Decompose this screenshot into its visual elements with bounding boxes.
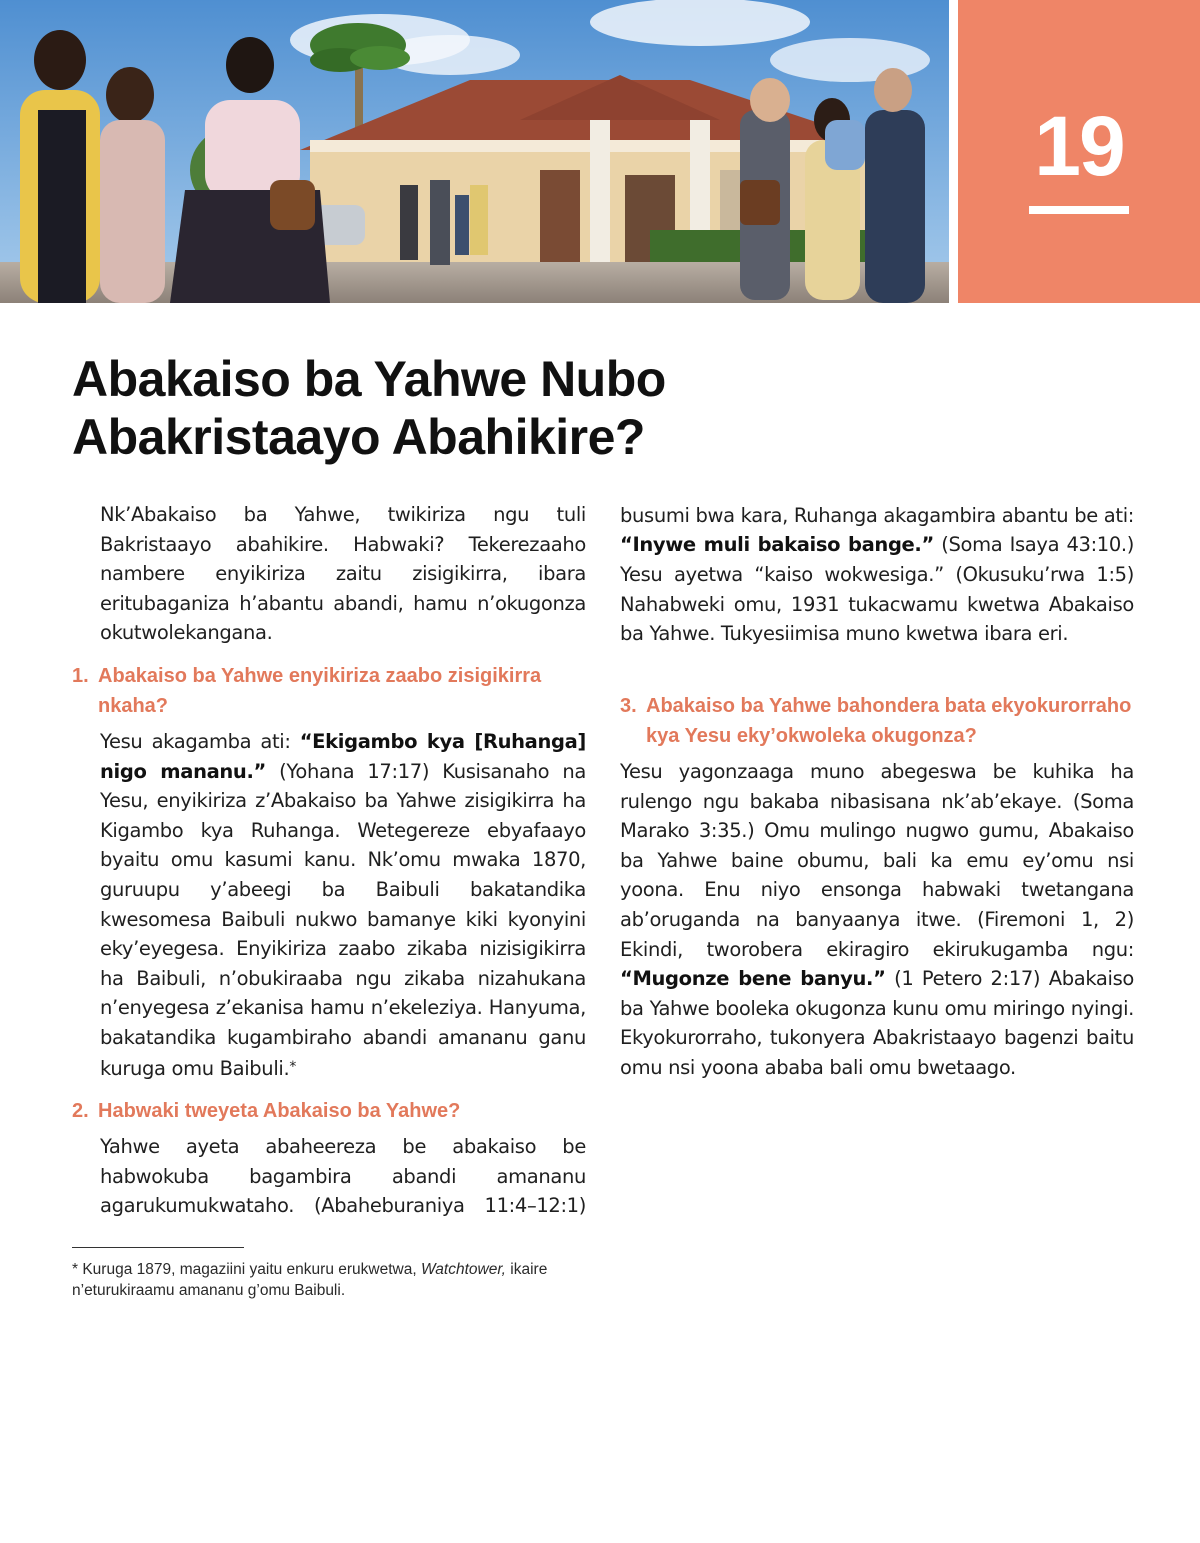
footnote-italic: Watchtower, [420,1261,506,1278]
question-2-text: Habwaki tweyeta Abakaiso ba Yahwe? [98,1100,461,1123]
answer-2-continued [620,500,1134,678]
answer-1-post: (Yohana 17:17) Kusisanaho na Yesu, enyikiriza z’Abakaiso ba Yahwe zisigikirra ha Kigambo kya Ruhanga. Wetegereze ebyafaayo byaitu omu kasumi kanu. Nk’omu mwaka 1870, guruupu y’abeegi ba Baibuli bakatandika kwesomesa Baibuli nukwo bamanye kiki kyonyini eky’eyegesa. Enyikiriza zaabo zikaba nizisigikirra ha Baibuli, n’obukiraaba ngu zikaba nizahukana n’enyegesa z’ekanisa hamu n’ekeleziya. Hanyuma, bakatandika kugambiraho abandi amananu ganu kuruga omu Baibuli. [100,759,586,1080]
intro-paragraph: Nk’Abakaiso ba Yahwe, twikiriza ngu tuli Bakristaayo abahikire. Habwaki? Tekerezaaho nambere enyikiriza zaitu zisigikirra, ibara eritubaganiza h’abantu abandi, hamu n’okugonza okutwolekangana. [100,503,586,645]
footnote-post: ikaire n’eturukiraamu amananu g’omu Baibuli. [72,1261,548,1299]
answer-3-quote: “Mugonze bene banyu.” [620,967,886,991]
answer-2-part-2 [620,500,1134,649]
page-title [72,350,872,466]
footnote-pre: * Kuruga 1879, magaziini yaitu enkuru erukwetwa, [72,1261,421,1278]
title-line-2: Abakristaayo Abahikire? [72,409,645,465]
footnote-marker[interactable]: * [289,1058,296,1075]
title-line-1: Abakaiso ba Yahwe Nubo [72,351,666,407]
left-column [72,500,586,1220]
answer-2-part-1 [72,1132,586,1220]
answer-3 [620,757,1134,1083]
question-2-number: 2. [72,1100,89,1123]
kingdom-hall-scene [0,0,949,303]
answer-3-post: (1 Petero 2:17) Abakaiso ba Yahwe booleka okugonza kunu omu miringo nyingi. Ekyokurorraho, tukonyera Abakristaayo bagenzi baitu omu nsi yoona ababa bali omu bwetaago. [620,967,1134,1079]
answer-2-pre-continued: busumi bwa kara, Ruhanga akagambira abantu be ati: [620,503,1134,527]
answer-1-quote: “Ekigambo kya [Ruhanga] nigo mananu.” [100,729,586,783]
answer-2-pre: Yahwe ayeta abaheereza be abakaiso be habwokuba bagambira abandi amananu agarukumukwataho. (Abaheburaniya 11:4–12:1) [100,1135,586,1218]
question-3-text: Abakaiso ba Yahwe bahondera bata ekyokurorraho kya Yesu eky’okwoleka okugonza? [646,695,1132,747]
answer-2-post: (Soma Isaya 43:10.) Yesu ayetwa “kaiso wokwesiga.” (Okusuku’rwa 1:5) Nahabweki omu, 1931 tukacwamu kwetwa Abakaiso ba Yahwe. Tukyesiimisa muno kwetwa ibara eri. [620,533,1134,646]
question-1-number: 1. [72,664,89,687]
question-3-number: 3. [620,695,637,717]
answer-3-pre: Yesu yagonzaaga muno abegeswa be kuhika ha rulengo ngu bakaba nibasisana nk’ab’ekaye. (Soma Marako 3:35.) Omu mulingo nugwo gumu, Abakaiso ba Yahwe baine obumu, bali ka emu ey’omu nsi yoona. Enu niyo ensonga habwaki twetangana ab’oruganda na banyaanya itwe. (Firemoni 1, 2) Ekindi, tworobera ekiragiro ekirukugamba ngu: [620,760,1134,961]
footnote [72,1259,592,1301]
lesson-number-underline [1029,206,1129,214]
question-2 [72,1096,586,1126]
lesson-number: 19 [1034,99,1124,193]
answer-1 [72,727,586,1083]
answer-1-pre: Yesu akagamba ati: [100,729,300,753]
header-photo [0,0,949,303]
question-1-text: Abakaiso ba Yahwe enyikiriza zaabo zisigikirra nkaha? [98,664,542,717]
right-column [620,500,1134,1083]
question-3 [620,691,1134,751]
question-1 [72,661,586,721]
lesson-number-box [958,0,1200,303]
footnote-divider [72,1247,244,1248]
answer-2-quote: “Inywe muli bakaiso bange.” [620,533,934,557]
